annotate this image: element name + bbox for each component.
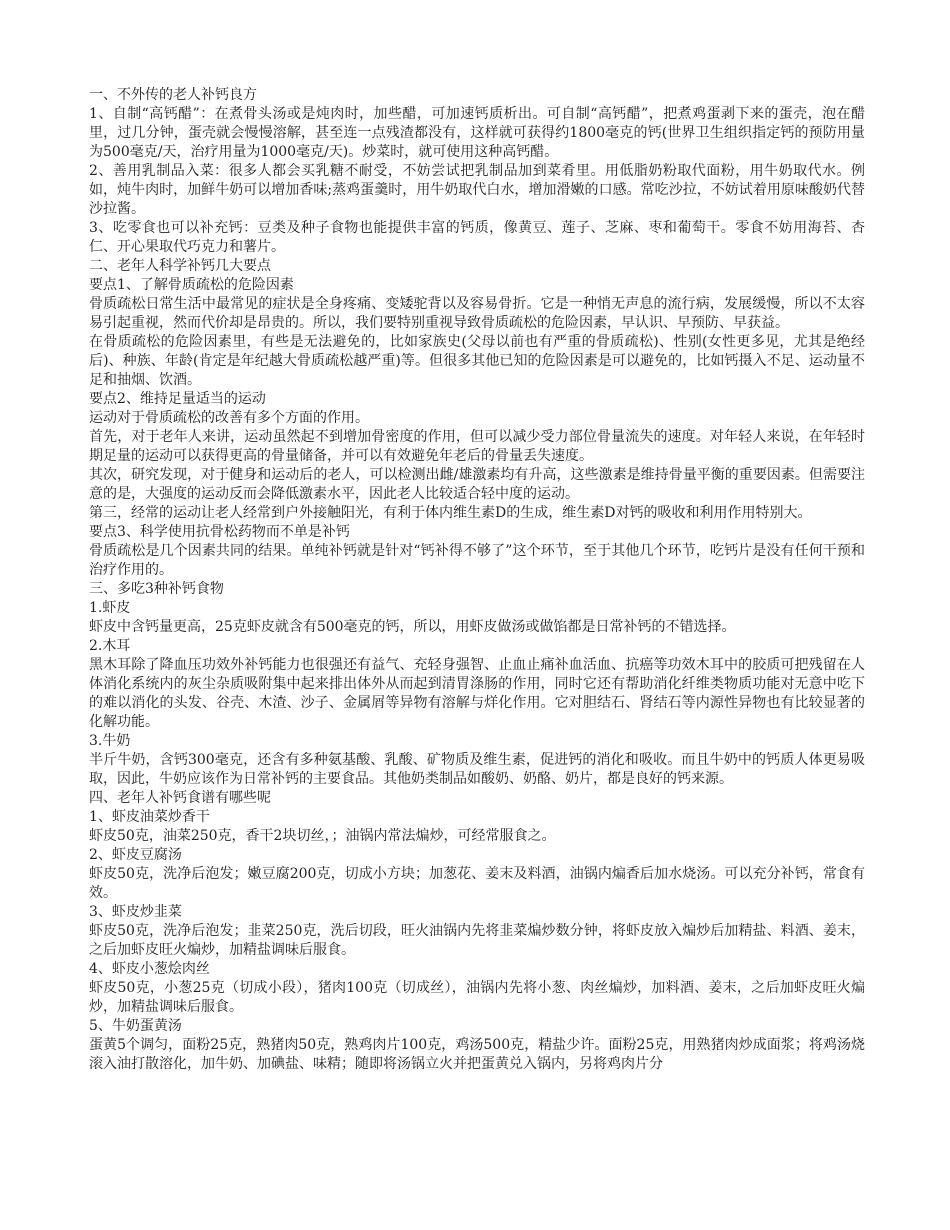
paragraph: 3、吃零食也可以补充钙：豆类及种子食物也能提供丰富的钙质，像黄豆、莲子、芝麻、枣和葡萄干。零食不妨用海苔、杏仁、开心果取代巧克力和薯片。 <box>89 220 865 255</box>
paragraph: 其次，研究发现，对于健身和运动后的老人，可以检测出雌/雄激素均有升高，这些激素是维持骨量平衡的重要因素。但需要注意的是，大强度的运动反而会降低激素水平，因此老人比较适合轻中度的运动。 <box>89 467 865 502</box>
subheading: 1.虾皮 <box>89 600 131 616</box>
subheading: 2.木耳 <box>89 638 131 654</box>
paragraph: 骨质疏松日常生活中最常见的症状是全身疼痛、变矮驼背以及容易骨折。它是一种悄无声息的流行病，发展缓慢，所以不太容易引起重视，然而代价却是昂贵的。所以，我们要特别重视导致骨质疏松的危险因素，早认识、早预防、早获益。 <box>89 296 865 331</box>
paragraph: 2、善用乳制品入菜：很多人都会买乳糖不耐受，不妨尝试把乳制品加到菜肴里。用低脂奶粉取代面粉，用牛奶取代水。例如，炖牛肉时，加鲜牛奶可以增加香味;蒸鸡蛋羹时，用牛奶取代白水，增加滑嫩的口感。常吃沙拉，不妨试着用原味酸奶代替沙拉酱。 <box>89 163 865 217</box>
heading-1: 一、不外传的老人补钙良方 <box>89 87 257 103</box>
paragraph: 虾皮中含钙量更高，25克虾皮就含有500毫克的钙，所以，用虾皮做汤或做馅都是日常补钙的不错选择。 <box>89 619 736 635</box>
paragraph: 虾皮50克，油菜250克，香干2块切丝，；油锅内常法煸炒，可经常服食之。 <box>89 828 556 844</box>
paragraph: 黑木耳除了降血压功效外补钙能力也很强还有益气、充轻身强智、止血止痛补血活血、抗癌等功效木耳中的胶质可把残留在人体消化系统内的灰尘杂质吸附集中起来排出体外从而起到清胃涤肠的作用，同时它还有帮助消化纤维类物质功能对无意中吃下的难以消化的头发、谷壳、木渣、沙子、金属屑等异物有溶解与烊化作用。它对胆结石、肾结石等内源性异物也有比较显著的化解功能。 <box>89 657 865 730</box>
subheading: 5、牛奶蛋黄汤 <box>89 1018 182 1034</box>
subheading: 1、虾皮油菜炒香干 <box>89 809 210 825</box>
subheading: 要点2、维持足量适当的运动 <box>89 391 266 407</box>
paragraph: 半斤牛奶，含钙300毫克，还含有多种氨基酸、乳酸、矿物质及维生素，促进钙的消化和吸收。而且牛奶中的钙质人体更易吸取，因此，牛奶应该作为日常补钙的主要食品。其他奶类制品如酸奶、奶酪、奶片，都是良好的钙来源。 <box>89 752 865 787</box>
heading-3: 三、多吃3种补钙食物 <box>89 581 224 597</box>
subheading: 要点1、了解骨质疏松的危险因素 <box>89 277 294 293</box>
document-body <box>89 86 865 1074</box>
subheading: 3.牛奶 <box>89 733 131 749</box>
paragraph: 第三，经常的运动让老人经常到户外接触阳光，有利于体内维生素D的生成，维生素D对钙的吸收和利用作用特别大。 <box>89 505 812 521</box>
paragraph: 虾皮50克，洗净后泡发；韭菜250克，洗后切段，旺火油锅内先将韭菜煸炒数分钟，将虾皮放入煸炒后加精盐、料酒、姜末，之后加虾皮旺火煸炒，加精盐调味后服食。 <box>89 923 865 958</box>
subheading: 要点3、科学使用抗骨松药物而不单是补钙 <box>89 524 350 540</box>
heading-2: 二、老年人科学补钙几大要点 <box>89 258 271 274</box>
paragraph: 蛋黄5个调匀，面粉25克，熟猪肉50克，熟鸡肉片100克，鸡汤500克，精盐少许。面粉25克，用熟猪肉炒成面浆；将鸡汤烧滚入油打散溶化，加牛奶、加碘盐、味精；随即将汤锅立火并把蛋黄兑入锅内，另将鸡肉片分 <box>89 1037 865 1072</box>
subheading: 3、虾皮炒韭菜 <box>89 904 182 920</box>
paragraph: 在骨质疏松的危险因素里，有些是无法避免的，比如家族史(父母以前也有严重的骨质疏松)、性别(女性更多见，尤其是绝经后)、种族、年龄(肯定是年纪越大骨质疏松越严重)等。但很多其他已知的危险因素是可以避免的，比如钙摄入不足、运动量不足和抽烟、饮酒。 <box>89 334 865 388</box>
paragraph: 运动对于骨质疏松的改善有多个方面的作用。 <box>89 410 369 426</box>
paragraph: 虾皮50克，洗净后泡发；嫩豆腐200克，切成小方块；加葱花、姜末及料酒，油锅内煸香后加水烧汤。可以充分补钙，常食有效。 <box>89 866 865 901</box>
paragraph: 1、自制“高钙醋”：在煮骨头汤或是炖肉时，加些醋，可加速钙质析出。可自制“高钙醋”，把煮鸡蛋剥下来的蛋壳，泡在醋里，过几分钟，蛋壳就会慢慢溶解，甚至连一点残渣都没有，这样就可获得约1800毫克的钙(世界卫生组织指定钙的预防用量为500毫克/天，治疗用量为1000毫克/天)。炒菜时，就可使用这种高钙醋。 <box>89 106 865 160</box>
paragraph: 骨质疏松是几个因素共同的结果。单纯补钙就是针对“钙补得不够了”这个环节，至于其他几个环节，吃钙片是没有任何干预和治疗作用的。 <box>89 543 865 578</box>
subheading: 2、虾皮豆腐汤 <box>89 847 182 863</box>
paragraph: 首先，对于老年人来讲，运动虽然起不到增加骨密度的作用，但可以减少受力部位骨量流失的速度。对年轻人来说，在年轻时期足量的运动可以获得更高的骨量储备，并可以有效避免年老后的骨量丢失速度。 <box>89 429 865 464</box>
heading-4: 四、老年人补钙食谱有哪些呢 <box>89 790 271 806</box>
subheading: 4、虾皮小葱烩肉丝 <box>89 961 210 977</box>
paragraph: 虾皮50克，小葱25克（切成小段），猪肉100克（切成丝），油锅内先将小葱、肉丝煸炒，加料酒、姜末，之后加虾皮旺火煸炒，加精盐调味后服食。 <box>89 980 865 1015</box>
